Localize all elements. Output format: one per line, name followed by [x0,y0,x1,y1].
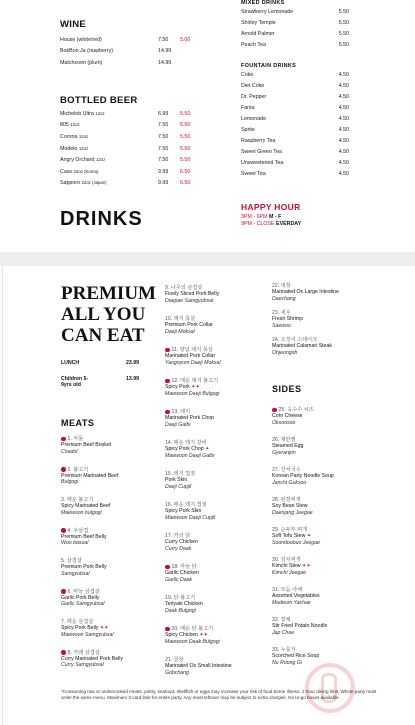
fountain-list [241,69,349,179]
meat-item-romanized-name: Daepae Samgyubsal [165,297,214,304]
beer-name-cell [60,111,158,117]
meat-item-korean-name: 20. 매운 닭 불고기 [171,626,214,632]
meat-item-romanized-name: Gobchang [165,669,189,676]
meats-heading: MEATS [61,418,95,428]
fountain-drink-name: Lemonade [241,115,267,122]
popular-dot-icon [61,528,66,533]
side-item-korean-name: 28. 된장찌개 [272,497,301,503]
side-item [272,437,372,467]
meat-item [165,533,265,564]
meat-item-romanized-name: Woo basual [61,540,89,547]
happy-hour-days-1: M - F [268,214,282,220]
meat-item-english-text: Spicy Marinated Beef [61,503,111,510]
meat-item-english-text: Pork Skin [165,477,188,484]
beer-name: Modelo [60,145,78,152]
wine-row [60,34,200,46]
fountain-drink-name: Sweet Green Tea [241,148,282,155]
wine-section [60,19,200,69]
beer-sale-price: 5.50 [180,157,191,164]
lunch-price: 23.99 [126,360,139,366]
meat-item [61,619,161,650]
disclaimer-text: *Consuming raw or undercooked meats, poltry, seafood, shellfish or eggs may increase your risk of food borne illness. 2 hour dining limit. Whole party must order the same menu. Maximum 3 card limit for entire party. Any meat leftover may be subject to extra charges. No to-go boxes available. [61,689,377,701]
fountain-drink-price: 4.50 [338,115,349,122]
meat-item-korean-name: 16. 매운 돼지 껍질 [165,502,207,508]
side-item-korean-name: 32. 잡채 [272,617,291,623]
meat-item-english-text: Spicy Pork [165,384,190,391]
beer-size: 22oz (Korea) [73,168,99,174]
beer-row [60,131,200,143]
meat-item-romanized-name: Daeji Galbi [165,421,191,428]
fountain-drink-row [241,80,349,91]
side-item-romanized-name: Soondoobuo Jeegae [272,539,320,546]
meat-item [272,283,372,310]
beer-name: 805 [60,122,69,129]
meat-item-romanized-name: Maewoon Daeji Cupjil [165,514,216,521]
beer-sale-price: 5.50 [180,133,191,140]
meat-item [61,558,161,589]
fountain-drink-row [241,69,349,80]
side-item-english-text: Scorched Rice Soup [272,653,320,660]
meat-item [165,440,265,471]
meat-item-korean-name: 3. 매운 불고기 [61,497,94,503]
meat-item [61,528,161,559]
fountain-heading: FOUNTAIN DRINKS [241,63,297,69]
beer-name: Corona [60,133,78,140]
beer-section [60,95,200,189]
meat-item [165,502,265,533]
meat-item-korean-name: 19. 닭 불고기 [165,595,196,601]
meat-item-romanized-name: Maewoon Samgyubsal [61,631,114,638]
meat-item-english-text: Marinated Ox Large Intestine [272,289,339,296]
meat-item-romanized-name: Maewoon Daeji Bulgogi [165,390,220,397]
side-item-korean-name: 30. 김치찌개 [272,557,301,563]
side-item [272,407,372,437]
beer-sale-price: 5.50 [180,110,191,117]
meat-item [272,310,372,337]
beer-sale-price: 6.50 [180,168,191,175]
side-item [272,497,372,527]
meat-item [165,285,265,316]
spicy-icon: ✦ [306,533,312,540]
meat-item [61,497,161,528]
mixed-drink-name: Strawberry Lemonade [241,8,294,15]
beer-size: 12oz [70,122,80,128]
sides-list [272,407,372,677]
popular-dot-icon [165,379,170,384]
lunch-label: LUNCH [61,360,80,366]
mixed-drink-row [241,17,349,28]
beer-size: 22oz (Japan) [81,180,107,186]
beer-name-cell [60,122,158,128]
happy-hour-line-2 [241,221,301,227]
meat-item-english-text: Spicy Pork Skin [165,508,202,515]
spicy-icon: ✦✦ [199,632,209,639]
popular-dot-icon [61,650,66,655]
meat-item-english-text: Teriyaki Chicken [165,601,203,608]
fountain-drink-name: Unsweetened Tea [241,159,284,166]
side-item-korean-name: 31. 모듬 야채 [272,587,303,593]
popular-dot-icon [272,408,277,413]
side-item-romanized-name: Gyeranjim [272,449,296,456]
beer-name: Sapporo [60,180,81,187]
side-item-korean-name: 27. 잔치국수 [272,467,301,473]
happy-hour-title: HAPPY HOUR [241,202,301,212]
meat-item-korean-name: 6. 마늘 삼겹살 [67,588,100,595]
meat-item-korean-name: 1. 차돌 [67,436,84,442]
beer-price: 7.50 [158,157,169,164]
beer-size: 12oz [95,157,106,163]
side-item-korean-name: 26. 계란찜 [272,437,296,443]
side-item [272,527,372,557]
sides-heading: SIDES [272,384,302,394]
mixed-drink-row [241,39,349,50]
mixed-section [241,0,349,50]
side-item-romanized-name: Kimchi Jeegae [272,569,307,576]
beer-price: 6.99 [158,110,169,117]
beer-row [60,178,200,190]
fountain-drink-row [241,157,349,168]
side-item-romanized-name: Modeum Yachae [272,599,311,606]
fountain-drink-name: Coke [241,71,254,78]
popular-dot-icon [61,437,66,442]
mixed-drink-row [241,6,349,17]
meat-item-korean-name: 14. 매운 돼지 갈비 [165,440,207,446]
beer-price: 7.50 [158,133,169,140]
meat-item-korean-name: 24. 오징어 스테이크 [272,337,318,343]
wine-price: 7.50 [158,36,169,43]
side-item-english-text: Korean Party Noodle Soup [272,473,334,480]
restaurant-logo-watermark [305,663,355,713]
mixed-drink-price: 5.50 [338,30,349,37]
happy-hour-block [241,202,301,227]
meat-item [165,564,265,595]
meat-item-korean-name: 15. 돼지 껍질 [165,471,196,477]
wine-price: 14.99 [158,48,172,55]
fountain-drink-name: Dr. Pepper [241,93,267,100]
meat-item-english-text: Premium Marinated Beef [61,472,119,479]
meat-item-korean-name: 12. 매운 돼지 불고기 [171,378,219,384]
fountain-drink-row [241,135,349,146]
meat-item [165,657,265,688]
meat-item-english-text: Garlic Chicken [165,570,199,577]
meat-item-romanized-name: Garlic Daak [165,576,193,583]
fountain-drink-price: 4.50 [338,82,349,89]
drinks-title: DRINKS [60,208,143,230]
side-item-romanized-name: Oksoosoo [272,419,296,426]
side-item [272,557,372,587]
side-item-english-text: Assorted Vegetables [272,593,320,600]
meat-item [61,467,161,498]
meat-item-romanized-name: Saewoo [272,322,291,329]
wine-list [60,34,200,69]
meat-item [61,650,161,681]
fountain-drink-price: 4.50 [338,148,349,155]
spicy-icon: ✦ [205,446,210,453]
wine-row [60,46,200,58]
side-item-english-text: Soft Tofu Stew [272,533,306,540]
happy-hour-time-2: 9PM - CLOSE [241,221,275,227]
beer-row [60,154,200,166]
spicy-icon: ✦✦ [302,563,311,570]
meat-item-romanized-name: Garlic Samgyubsal [61,601,105,608]
price-block [61,360,139,388]
beer-name: Michelob Ultra [60,110,94,117]
meat-item [61,436,161,467]
meat-item-english-text: Fresh Shrimp [272,316,304,323]
children-price: 13.99 [126,376,139,382]
spicy-icon: ✦✦ [191,384,200,391]
mixed-drink-row [241,28,349,39]
beer-name-cell [60,180,158,186]
meat-item [165,409,265,440]
mixed-drink-price: 5.50 [338,8,349,15]
wine-name: BokBun Ja (raspberry) [60,48,113,55]
meat-item-korean-name: 13. 돼지 [171,409,191,415]
meat-item-romanized-name: Curry Samgyubsal [61,662,104,669]
popular-dot-icon [165,410,170,415]
happy-hour-time-1: 3PM - 6PM [241,214,268,220]
children-label: Children 5-9yrs old [61,376,89,388]
meat-item-english-text: Marinated Ox Small Intestine [165,663,232,670]
spicy-icon: ✦✦ [99,625,109,632]
beer-sale-price: 5.50 [180,122,191,129]
beer-list [60,108,200,189]
drinks-menu-panel [0,0,415,252]
fountain-drink-price: 4.50 [338,71,349,78]
fountain-drink-price: 4.50 [338,93,349,100]
fountain-drink-price: 4.50 [338,170,349,177]
beer-name-cell [60,146,158,152]
meat-item-english-text: Premium Beef Belly [61,533,107,540]
popular-dot-icon [165,565,170,570]
fountain-drink-name: Raspberry Tea [241,137,276,144]
fountain-section [241,63,349,179]
meat-item-romanized-name: Daeji Moksal [165,328,195,335]
beer-row [60,166,200,178]
meat-item-korean-name: 8. 카레 삼겹살 [67,649,100,656]
beer-sale-price: 5.50 [180,145,191,152]
mixed-drink-name: Arnold Palmer [241,30,275,37]
side-item-english-text: Corn Cheese [272,413,303,420]
meat-item-romanized-name: Ohjeongoh [272,349,298,356]
meat-item-english-text: Spicy Pork Belly [61,625,99,632]
beer-price: 7.50 [158,122,169,129]
fountain-drink-name: Sweet Tea [241,170,266,177]
popular-dot-icon [165,348,170,353]
beer-name-cell [60,157,158,163]
fountain-drink-name: Sprite [241,126,255,133]
meat-item [165,347,265,378]
beer-price: 9.99 [158,180,169,187]
meat-item-korean-name: 5. 삼겹살 [61,558,82,564]
fountain-drink-price: 4.50 [338,126,349,133]
side-item-romanized-name: Janchi Guksoo [272,479,307,486]
meat-item [165,626,265,657]
meats-list-3 [272,283,372,364]
meat-item-korean-name: 4. 우삼겹 [67,527,89,534]
beer-row [60,108,200,120]
fountain-drink-name: Fanta [241,104,255,111]
wine-name: Matchsoon (plum) [60,59,103,66]
meat-item-korean-name: 10. 돼지 목살 [165,316,196,322]
meats-list-2 [165,285,265,688]
meat-item-english-text: Curry Chicken [165,539,198,546]
side-item-english-text: Stir Fried Potato Noodle [272,623,328,630]
beer-row [60,143,200,155]
meat-item-korean-name: 17. 커리 닭 [165,533,191,539]
meat-item-english-text: Premium Beef Brisket [61,442,112,449]
side-item-romanized-name: Jap Chae [272,629,295,636]
meat-item-english-text: Premium Pork Collar [165,322,213,329]
mixed-drink-price: 5.50 [338,41,349,48]
side-item-english-text: Steamed Egg [272,443,304,450]
lunch-row [61,360,139,366]
side-item [272,587,372,617]
meat-item-english-text: Premium Pork Belly [61,564,107,571]
meat-item-romanized-name: Maewoon Daak Bulgogi [165,638,220,645]
meat-item-english-text: Marinated Pork Collar [165,353,216,360]
fountain-drink-price: 4.50 [338,137,349,144]
beer-size: 12oz [95,110,105,116]
meat-item-english-text: Marinated Calamari Steak [272,343,332,350]
meat-item-english-text: Curry Marinated Pork Belly [61,655,123,662]
meat-item [165,471,265,502]
fountain-drink-price: 4.50 [338,159,349,166]
beer-size: 12oz [78,133,89,139]
children-row [61,376,139,388]
side-item-romanized-name: Nu Roong Gi [272,659,302,666]
side-item-english-text: Kimchi Stew [272,563,301,570]
meats-list [61,436,161,680]
meat-item-english-text: Spicy Pork Chop [165,446,204,453]
beer-name-cell [60,169,158,175]
mixed-drink-price: 5.50 [338,19,349,26]
meat-item-romanized-name: Yangnyum Daeji Moksal [165,359,221,366]
meat-item-korean-name: 2. 불고기 [67,466,89,473]
side-item-english-text: Soy Bean Stew [272,503,308,510]
meat-item [165,378,265,409]
side-item [272,617,372,647]
meat-item-korean-name: 9. 나무의 삼겹살 [165,285,203,291]
meat-item-romanized-name: Maewoon Daeji Galbi [165,452,215,459]
meat-item-korean-name: 11. 양념 돼지 목살 [171,347,213,353]
ayce-menu-panel [2,266,412,725]
side-item-korean-name: 25. 옥수수 치즈 [278,407,314,413]
meat-item-korean-name: 7. 매운 삼겹살 [61,619,94,625]
wine-name: House (white/red) [60,36,102,43]
fountain-drink-row [241,124,349,135]
meat-item-romanized-name: Samgyubsal [61,570,90,577]
meat-item [165,595,265,626]
meat-item-korean-name: 22. 대창 [272,283,291,289]
meat-item-english-text: Finely Sliced Pork Belly [165,291,220,298]
mixed-list [241,6,349,50]
happy-hour-days-2: EVERDAY [276,221,302,227]
fountain-drink-row [241,91,349,102]
meat-item-romanized-name: Daeji Cupjil [165,483,192,490]
meat-item-korean-name: 23. 새우 [272,310,291,316]
fountain-drink-row [241,146,349,157]
mixed-drink-name: Peach Tea [241,41,266,48]
wine-row [60,57,200,69]
wine-heading: WINE [60,19,87,30]
meat-item-romanized-name: Daechang [272,295,296,302]
fountain-drink-row [241,113,349,124]
ayce-title: PREMIUM ALL YOU CAN EAT [61,283,156,346]
meat-item-korean-name: 18. 마늘 닭 [171,564,197,570]
beer-sale-price: 6.50 [180,180,191,187]
wine-sale-price: 5.00 [180,36,191,43]
meat-item-english-text: Spicy Chicken [165,632,198,639]
side-item-korean-name: 33. 누룽지 [272,647,296,653]
meat-item [165,316,265,347]
beer-price: 7.50 [158,145,169,152]
meat-item-korean-name: 21. 곱창 [165,657,184,663]
popular-dot-icon [61,467,66,472]
beer-row [60,120,200,132]
popular-dot-icon [61,589,66,594]
fountain-drink-price: 4.50 [338,104,349,111]
meat-item-romanized-name: Curry Daak [165,545,192,552]
fountain-drink-row [241,168,349,179]
fountain-drink-row [241,102,349,113]
meat-item [272,337,372,364]
mixed-drink-name: Shirley Temple [241,19,276,26]
side-item-romanized-name: Daenjang Jeegae [272,509,313,516]
meat-item-romanized-name: Chadol [61,448,78,455]
side-item [272,467,372,497]
wine-price: 14.99 [158,59,172,66]
meat-item-romanized-name: Maewoon bulgogi [61,509,102,516]
beer-name: Cass [60,168,73,175]
meat-item-english-text: Garlic Pork Belly [61,594,100,601]
mixed-heading: MIXED DRINKS [241,0,285,6]
happy-hour-line-1 [241,214,301,220]
beer-heading: BOTTLED BEER [60,95,138,106]
page-divider [0,252,415,266]
side-item-korean-name: 29. 순두부 찌개 [272,527,308,533]
beer-name-cell [60,134,158,140]
beer-price: 9.99 [158,168,169,175]
meat-item-english-text: Marinated Pork Chop [165,415,215,422]
meat-item-romanized-name: Bulgogi [61,479,79,486]
meat-item-romanized-name: Daak Bulgogi [165,607,196,614]
beer-size: 12oz [78,145,89,151]
popular-dot-icon [165,627,170,632]
fountain-drink-name: Diet Coke [241,82,265,89]
beer-name: Angry Orchard [60,157,95,164]
meat-item [61,589,161,620]
